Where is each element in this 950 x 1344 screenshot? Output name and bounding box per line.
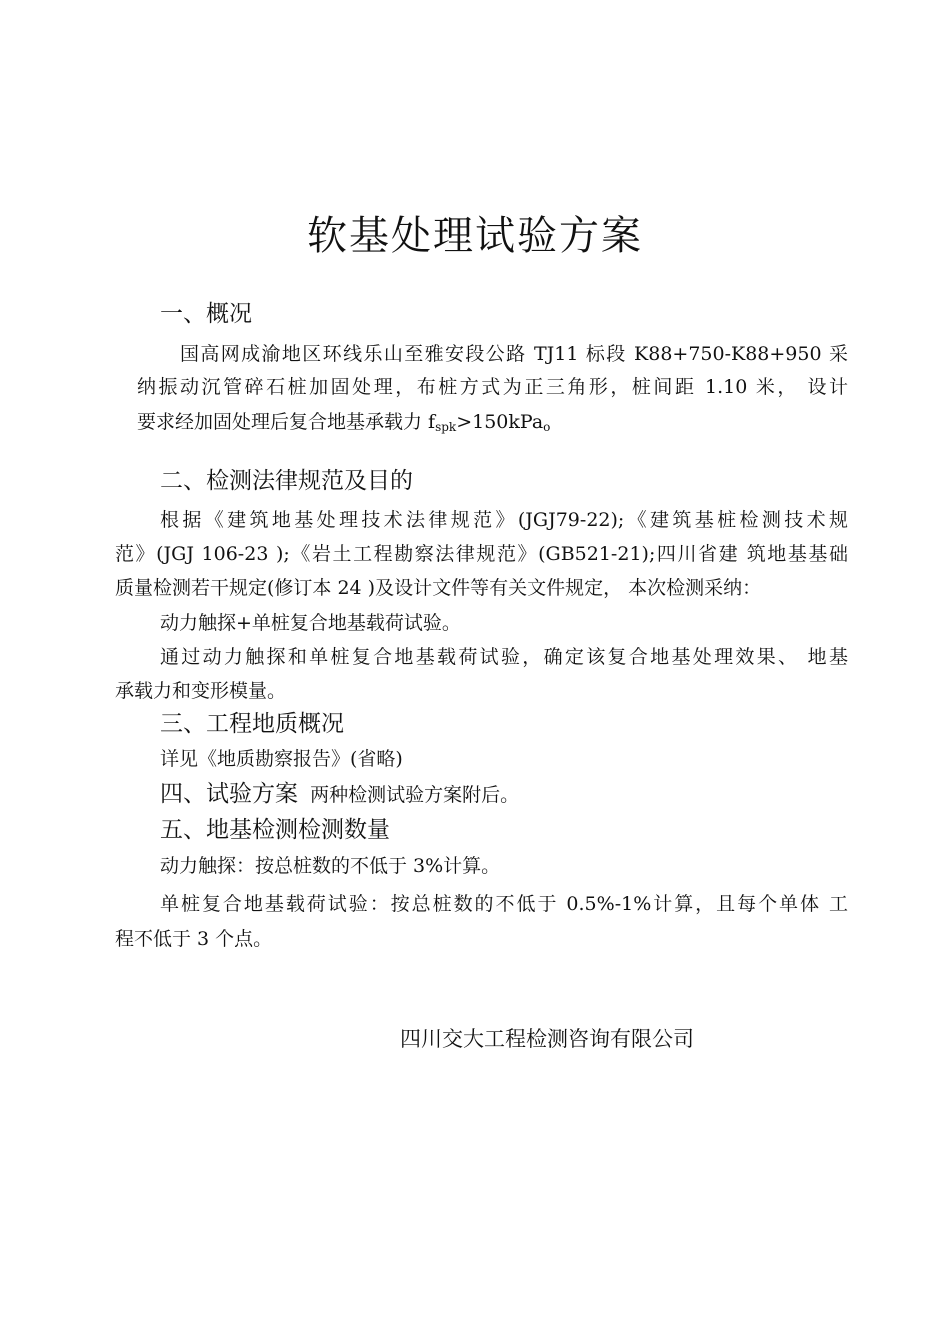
section-heading-test-plan: 四、试验方案: [160, 781, 298, 807]
section-text: 两种检测试验方案附后。: [310, 784, 520, 806]
paragraph-line: 范》(JGJ 106-23 );《岩土工程勘察法律规范》(GB521-21);四川省建 筑地基基础: [115, 543, 848, 565]
paragraph-line: 承载力和变形模量。: [115, 680, 287, 702]
paragraph-line: 单桩复合地基载荷试验：按总桩数的不低于 0.5%-1%计算，且每个单体 工: [160, 893, 848, 915]
paragraph-line: 国高网成渝地区环线乐山至雅安段公路 TJ11 标段 K88+750-K88+950 采: [180, 343, 848, 365]
company-name: 四川交大工程检测咨询有限公司: [400, 1027, 694, 1051]
paragraph-line: 动力触探+单桩复合地基载荷试验。: [160, 612, 461, 634]
paragraph-line: 程不低于 3 个点。: [115, 928, 273, 950]
paragraph-line: 质量检测若干规定(修订本 24 )及设计文件等有关文件规定， 本次检测采纳：: [115, 577, 762, 599]
section-line-test-plan: [160, 780, 519, 809]
text-fragment: >150kPa: [456, 411, 544, 433]
document-title: 软基处理试验方案: [307, 213, 643, 259]
paragraph-line: 纳振动沉管碎石桩加固处理，布桩方式为正三角形，桩间距 1.10 米， 设计: [137, 376, 848, 398]
paragraph-line: 根据《建筑地基处理技术法律规范》(JGJ79-22);《建筑基桩检测技术规: [160, 509, 848, 531]
section-heading-quantity: 五、地基检测检测数量: [160, 817, 390, 843]
paragraph-line: 通过动力触探和单桩复合地基载荷试验，确定该复合地基处理效果、 地基: [160, 646, 848, 668]
section-heading-overview: 一、概况: [160, 301, 252, 327]
paragraph-line: 详见《地质勘察报告》(省略): [160, 748, 403, 770]
paragraph-line: [137, 408, 550, 441]
paragraph-line: 动力触探：按总桩数的不低于 3%计算。: [160, 855, 501, 877]
section-heading-standards: 二、检测法律规范及目的: [160, 468, 413, 494]
subscript-text: o: [543, 420, 551, 434]
subscript-text: spk: [435, 420, 457, 434]
section-heading-geology: 三、工程地质概况: [160, 711, 344, 737]
text-fragment: 要求经加固处理后复合地基承载力 f: [137, 411, 436, 433]
